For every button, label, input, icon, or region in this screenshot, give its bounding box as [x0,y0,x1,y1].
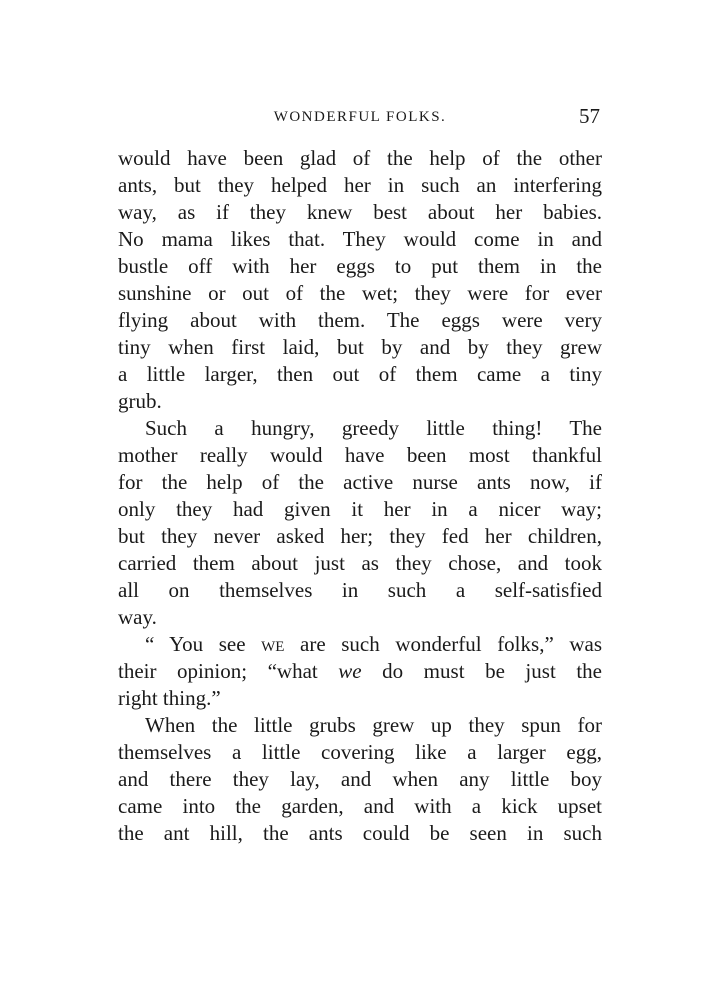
text-line: and there they lay, and when any little boy [118,767,602,791]
text-line: ants, but they helped her in such an interfering [118,173,602,197]
text-line [118,631,602,658]
text-line: all on themselves in such a self-satisfied [118,578,602,602]
text-line: a little larger, then out of them came a tiny [118,362,602,386]
text-line: for the help of the active nurse ants now, if [118,470,602,494]
text-line: came into the garden, and with a kick upset [118,794,602,818]
text-line: right thing.” [118,686,221,710]
page-number: 57 [579,104,600,128]
text-run: their opinion; “what [118,659,339,683]
text-line: way, as if they knew best about her babies. [118,200,602,224]
small-caps-we: we [261,632,285,656]
text-run: “ You see [145,632,262,656]
running-title: WONDERFUL FOLKS. [273,109,447,125]
text-line: flying about with them. The eggs were very [118,308,602,332]
text-run: are such wonderful folks,” was [284,632,602,656]
text-line: mother really would have been most thankful [118,443,602,467]
text-line [118,658,602,685]
text-run: do must be just the [361,659,602,683]
italic-we: we [338,659,362,683]
text-line: Such a hungry, greedy little thing! The [145,416,602,440]
text-line: the ant hill, the ants could be seen in such [118,821,602,845]
text-line: No mama likes that. They would come in and [118,227,602,251]
text-line: carried them about just as they chose, and took [118,551,602,575]
text-line: way. [118,605,157,629]
text-line: When the little grubs grew up they spun for [145,713,602,737]
text-line: sunshine or out of the wet; they were for ever [118,281,602,305]
running-header [118,104,602,134]
text-line: only they had given it her in a nicer way; [118,497,602,521]
text-line: grub. [118,389,162,413]
text-line: bustle off with her eggs to put them in the [118,254,602,278]
text-line: tiny when first laid, but by and by they grew [118,335,602,359]
text-line: would have been glad of the help of the other [118,146,602,170]
text-line: but they never asked her; they fed her children, [118,524,602,548]
text-line: themselves a little covering like a larger egg, [118,740,602,764]
body-text [118,145,602,847]
